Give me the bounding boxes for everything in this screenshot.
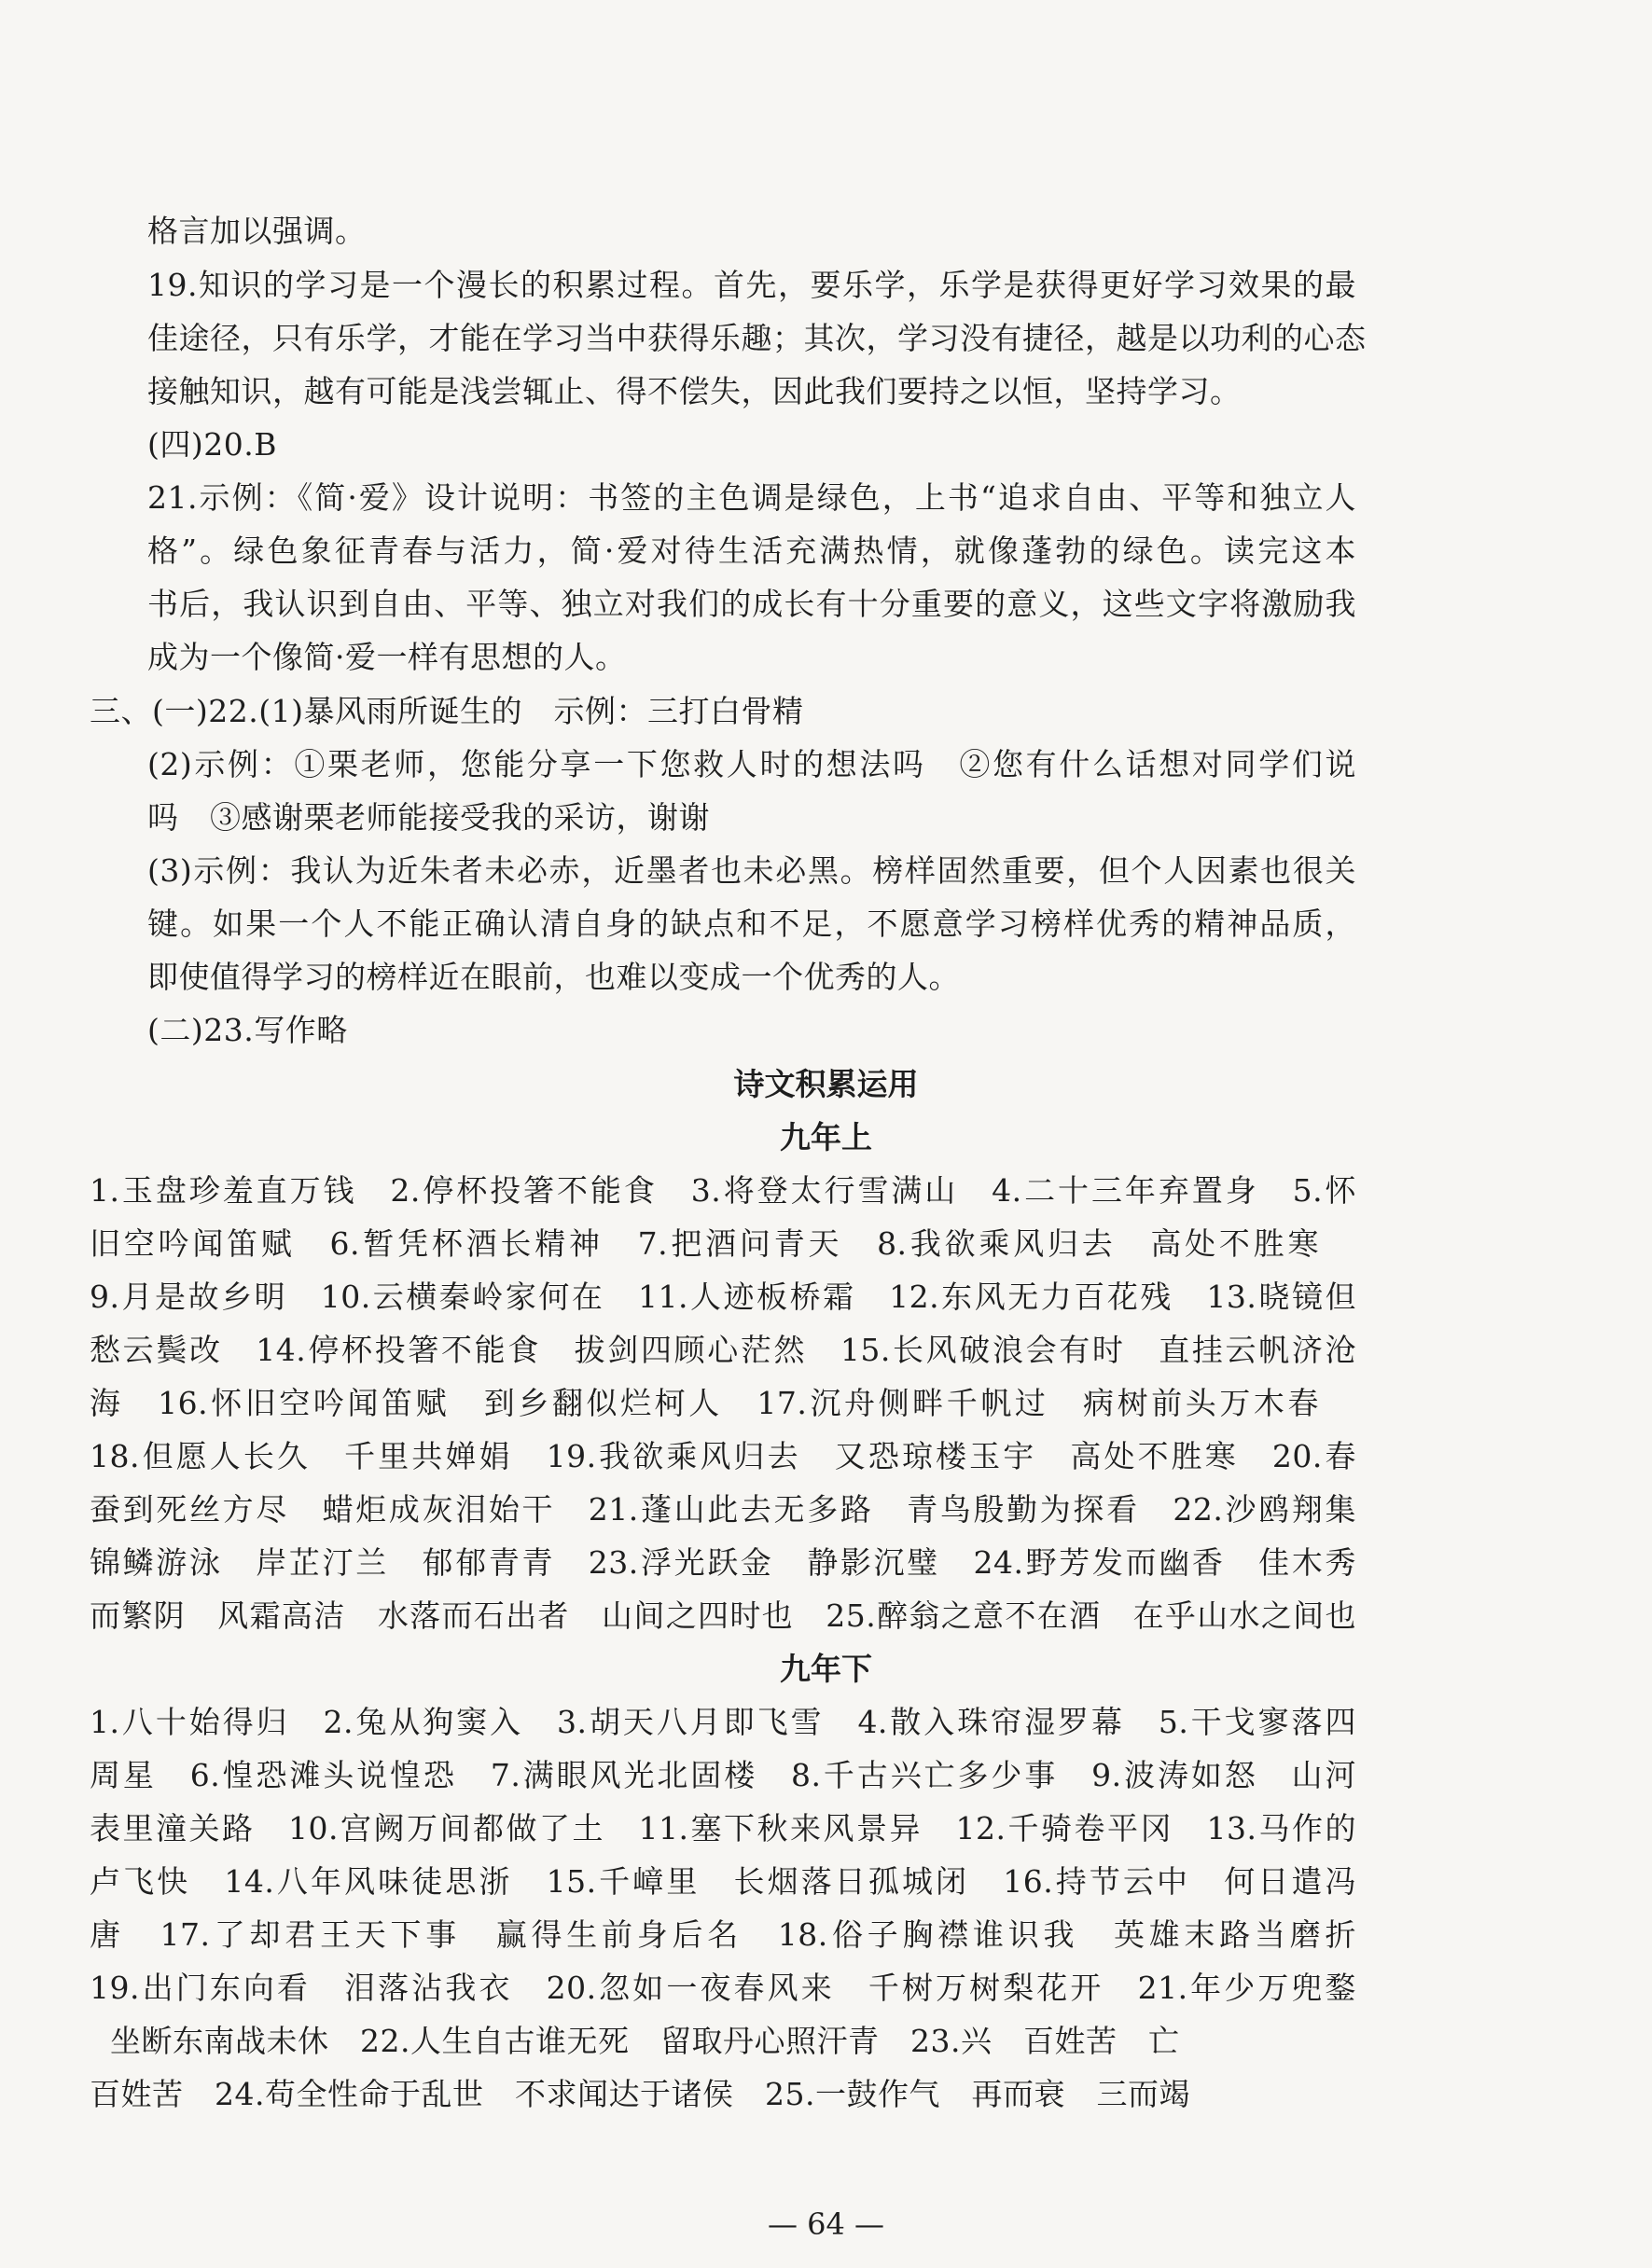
poetry-line: 而繁阴 风霜高洁 水落而石出者 山间之四时也 25.醉翁之意不在酒 在乎山水之间也: [90, 1597, 1356, 1634]
answer-line: 三、(一)22.(1)暴风雨所诞生的 示例：三打白骨精: [90, 693, 804, 729]
poetry-line: 1.玉盘珍羞直万钱 2.停杯投箸不能食 3.将登太行雪满山 4.二十三年弃置身 5.怀: [90, 1172, 1356, 1209]
poetry-line: 唐 17.了却君王天下事 赢得生前身后名 18.俗子胸襟谁识我 英雄末路当磨折: [90, 1916, 1356, 1953]
poetry-line: 坐断东南战未休 22.人生自古谁无死 留取丹心照汗青 23.兴 百姓苦 亡: [110, 2023, 1180, 2059]
answer-line: 吗 ③感谢栗老师能接受我的采访，谢谢: [147, 799, 710, 836]
answer-line: (2)示例：①栗老师，您能分享一下您救人时的想法吗 ②您有什么话想对同学们说: [147, 746, 1356, 782]
poetry-line: 18.但愿人长久 千里共婵娟 19.我欲乘风归去 又恐琼楼玉宇 高处不胜寒 20.春: [90, 1438, 1356, 1474]
section-title: 诗文积累运用: [733, 1066, 919, 1102]
answer-line: 格言加以强调。: [147, 213, 367, 249]
poetry-line: 19.出门东向看 泪落沾我衣 20.忽如一夜春风来 千树万树梨花开 21.年少万兜鍪: [90, 1970, 1356, 2006]
subsection-title-lower: 九年下: [780, 1651, 872, 1687]
poetry-line: 愁云鬓改 14.停杯投箸不能食 拔剑四顾心茫然 15.长风破浪会有时 直挂云帆济沧: [90, 1332, 1356, 1368]
answer-line: 成为一个像简·爱一样有思想的人。: [147, 639, 627, 675]
poetry-line: 旧空吟闻笛赋 6.暂凭杯酒长精神 7.把酒问青天 8.我欲乘风归去 高处不胜寒: [90, 1225, 1319, 1262]
poetry-line: 卢飞快 14.八年风味徒思浙 15.千嶂里 长烟落日孤城闭 16.持节云中 何日遣冯: [90, 1863, 1356, 1900]
poetry-line: 9.月是故乡明 10.云横秦岭家何在 11.人迹板桥霜 12.东风无力百花残 13.晓镜但: [90, 1279, 1356, 1315]
answer-line: 接触知识，越有可能是浅尝辄止、得不偿失，因此我们要持之以恒，坚持学习。: [147, 373, 1242, 409]
answer-line: 键。如果一个人不能正确认清自身的缺点和不足，不愿意学习榜样优秀的精神品质，: [147, 906, 1356, 942]
answer-line: (四)20.B: [147, 426, 277, 463]
poetry-line: 百姓苦 24.苟全性命于乱世 不求闻达于诸侯 25.一鼓作气 再而衰 三而竭: [90, 2076, 1190, 2112]
page-number: — 64 —: [767, 2206, 885, 2242]
answer-line: 格”。绿色象征青春与活力，简·爱对待生活充满热情，就像蓬勃的绿色。读完这本: [147, 532, 1356, 569]
poetry-line: 锦鳞游泳 岸芷汀兰 郁郁青青 23.浮光跃金 静影沉璧 24.野芳发而幽香 佳木秀: [90, 1544, 1356, 1581]
answer-line: 佳途径，只有乐学，才能在学习当中获得乐趣；其次，学习没有捷径，越是以功利的心态: [147, 320, 1367, 356]
answer-line: 书后，我认识到自由、平等、独立对我们的成长有十分重要的意义，这些文字将激励我: [147, 586, 1356, 622]
answer-line: 21.示例：《简·爱》设计说明：书签的主色调是绿色，上书“追求自由、平等和独立人: [147, 479, 1356, 516]
answer-line: 即使值得学习的榜样近在眼前，也难以变成一个优秀的人。: [147, 959, 960, 995]
poetry-line: 海 16.怀旧空吟闻笛赋 到乡翻似烂柯人 17.沉舟侧畔千帆过 病树前头万木春: [90, 1385, 1319, 1421]
poetry-line: 周星 6.惶恐滩头说惶恐 7.满眼风光北固楼 8.千古兴亡多少事 9.波涛如怒 山河: [90, 1757, 1356, 1793]
poetry-line: 表里潼关路 10.宫阙万间都做了土 11.塞下秋来风景异 12.千骑卷平冈 13.马作的: [90, 1810, 1356, 1846]
subsection-title-upper: 九年上: [780, 1119, 872, 1155]
answer-line: 19.知识的学习是一个漫长的积累过程。首先，要乐学，乐学是获得更好学习效果的最: [147, 267, 1356, 303]
poetry-line: 1.八十始得归 2.兔从狗窦入 3.胡天八月即飞雪 4.散入珠帘湿罗幕 5.干戈寥落四: [90, 1704, 1356, 1740]
poetry-line: 蚕到死丝方尽 蜡炬成灰泪始干 21.蓬山此去无多路 青鸟殷勤为探看 22.沙鸥翔集: [90, 1491, 1356, 1528]
answer-line: (3)示例：我认为近朱者未必赤，近墨者也未必黑。榜样固然重要，但个人因素也很关: [147, 852, 1356, 889]
answer-line: (二)23.写作略: [147, 1012, 348, 1048]
